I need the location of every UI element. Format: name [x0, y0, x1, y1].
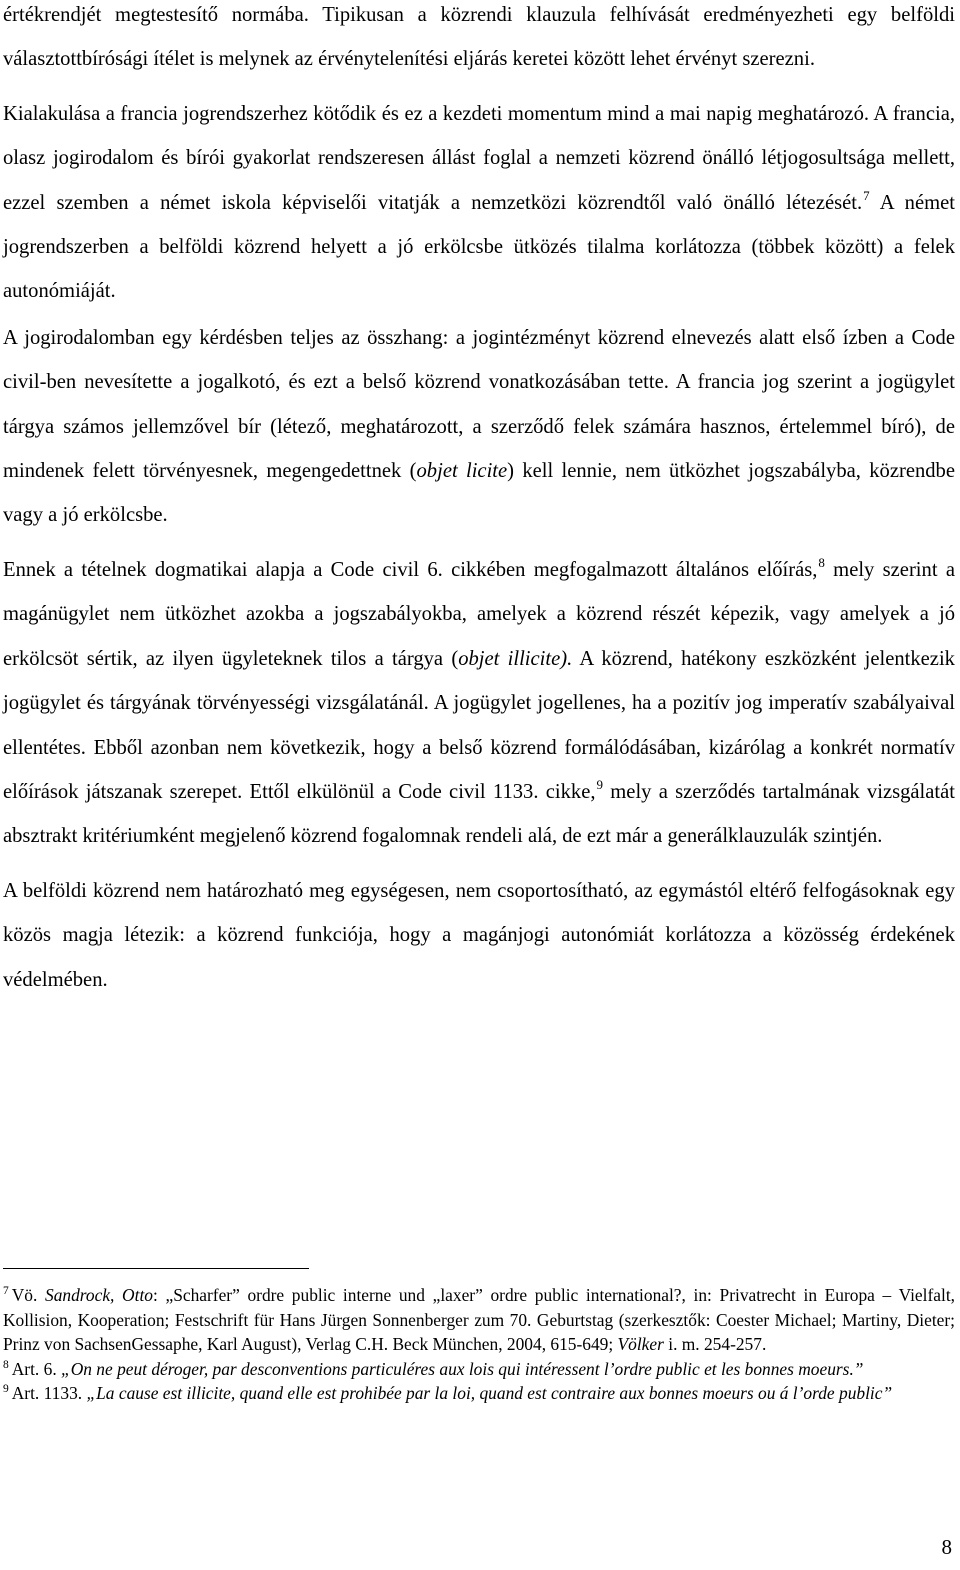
paragraph-3-text-b: ) kell lennie, nem ütközhet jogszabályba, közrendbe vagy a jó erkölcsbe.: [3, 460, 955, 527]
footnote-7-author-2: Völker: [617, 1334, 664, 1354]
paragraph-4-text-b: mely szerint a magánügylet nem ütközhet azokba a jogszabályokba, amelyek a közrend részét képezik, vagy amelyek a jó erkölcsöt sértik, az ilyen ügyleteknek tilos a tárgya (: [3, 558, 955, 670]
paragraph-4-italic: objet illicite).: [458, 647, 573, 670]
paragraph-4-text-d: mely a szerződés tartalmának vizsgálatát absztrakt kritériumként megjelenő közrend fogalomnak rendeli alá, de ezt már a generálklauzulák szintjén.: [3, 780, 955, 848]
footnote-9: [3, 1381, 955, 1406]
footnote-7: [3, 1283, 955, 1357]
footnote-8-lead: Art. 6.: [11, 1358, 62, 1379]
paragraph-4-text-c: A közrend, hatékony eszközként jelentkezik jogügylet és tárgyának törvényességi vizsgálatánál. A jogügylet jogellenes, ha a pozitív jog imperatív szabályaival ellentétes. Ebből azonban nem következik, hogy a belső közrend formálódásában, kizárólag a konkrét normatív előírások játszanak szerepet. Ettől elkülönül a Code civil 1133. cikke,: [3, 647, 955, 803]
footnote-7-body: : „Scharfer” ordre public interne und „laxer” ordre public international?, in: Privatrecht in Europa – Vielfalt, Kollision, Kooperation; Festschrift für Hans Jürgen Sonnenberger zum 70. Geburtstag (szerkesztők: Coester Michael; Martiny, Dieter; Prinz von SachsenGessaphe, Karl August), Verlag C.H. Beck München, 2004, 615-649;: [3, 1285, 956, 1354]
footnote-ref-7[interactable]: 7: [863, 187, 870, 203]
paragraph-3-italic: objet licite: [416, 460, 508, 483]
footnote-7-number: 7: [3, 1285, 9, 1297]
paragraph-5-text: A belföldi közrend nem határozható meg egységesen, nem csoportosítható, az egymástól eltérő felfogásoknak egy közös magja létezik: a közrend funkciója, hogy a magánjogi autonómiát korlátozza a közösség érdekének védelmében.: [3, 879, 955, 991]
footnote-9-number: 9: [3, 1383, 9, 1395]
paragraph-1-text: értékrendjét megtestesítő normába. Tipikusan a közrendi klauzula felhívását eredményezheti egy belföldi választottbírósági ítélet is melynek az érvénytelenítési eljárás keretei között lehet érvényt szerezni.: [3, 4, 955, 71]
page-number: 8: [941, 1535, 952, 1559]
paragraph-3-text-a: A jogirodalomban egy kérdésben teljes az összhang: a jogintézményt közrend elnevezés alatt első ízben a Code civil-ben nevesítette a jogalkotó, és ezt a belső közrend vonatkozásában tette. A francia jog szerint a jogügylet tárgya számos jellemzővel bír (létező, meghatározott, a szerződő felek számára hasznos, értelemmel bíró), de mindenek felett törvényesnek, megengedettnek (: [3, 326, 955, 483]
footnotes: [3, 1268, 955, 1406]
footnote-7-lead: Vö.: [11, 1285, 46, 1305]
paragraph-4-text-a: Ennek a tételnek dogmatikai alapja a Code civil 6. cikkében megfogalmazott általános előírás,: [3, 558, 818, 581]
paragraph-3: [3, 316, 955, 538]
footnote-9-quote: „La cause est illicite, quand elle est prohibée par la loi, quand est contraire aux bonnes moeurs ou á l’orde public”: [86, 1383, 893, 1403]
footnote-7-tail: i. m. 254-257.: [663, 1334, 767, 1354]
footnote-9-lead: Art. 1133.: [11, 1383, 87, 1403]
paragraph-2: [3, 92, 955, 314]
footnote-8-quote: „On ne peut déroger, par desconventions particuléres aux lois qui intéressent l’ordre public et les bonnes moeurs.”: [61, 1358, 864, 1379]
footnote-ref-8[interactable]: 8: [818, 554, 825, 570]
page-body: [3, 0, 955, 1002]
footnote-7-author: Sandrock, Otto: [45, 1285, 153, 1305]
footnote-ref-9[interactable]: 9: [596, 776, 604, 792]
footnote-divider: [3, 1268, 309, 1269]
footnote-8-number: 8: [3, 1358, 9, 1371]
paragraph-4: [3, 548, 955, 859]
paragraph-2-text-a: Kialakulása a francia jogrendszerhez kötődik és ez a kezdeti momentum mind a mai napig meghatározó. A francia, olasz jogirodalom és bírói gyakorlat rendszeresen állást foglal a nemzeti közrend önálló létjogosultsága mellett, ezzel szemben a német iskola képviselői vitatják a nemzetközi közrendtől való önálló létezését.: [3, 102, 955, 214]
paragraph-2-text-b: A német jogrendszerben a belföldi közrend helyett a jó erkölcsbe ütközés tilalma korlátozza (többek között) a felek autonómiáját.: [3, 191, 955, 303]
footnote-8: [3, 1357, 955, 1382]
paragraph-1: [3, 0, 955, 82]
paragraph-5: [3, 869, 955, 1002]
